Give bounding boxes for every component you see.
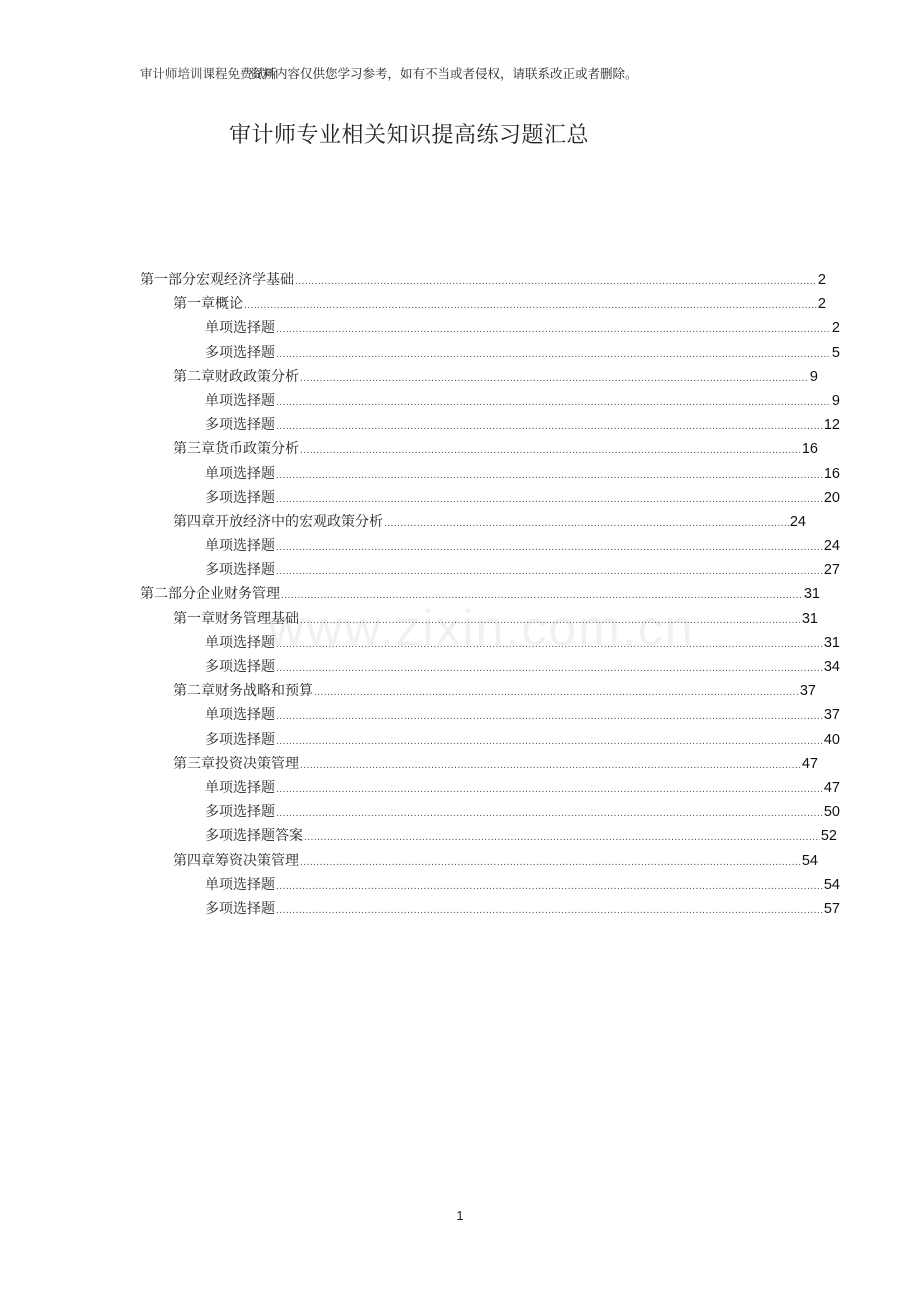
header-course-text: 审计师培训课程免费试听 bbox=[140, 66, 278, 81]
toc-entry-page: 2 bbox=[831, 320, 840, 337]
toc-entry[interactable] bbox=[205, 389, 840, 413]
toc-entry-label: 多项选择题 bbox=[205, 562, 275, 579]
toc-entry[interactable] bbox=[205, 824, 837, 848]
toc-entry[interactable] bbox=[205, 631, 840, 655]
toc-dot-leader bbox=[300, 609, 801, 633]
toc-entry-label: 第四章筹资决策管理 bbox=[173, 852, 299, 869]
toc-entry-label: 单项选择题 bbox=[205, 634, 275, 651]
toc-entry-page: 24 bbox=[789, 513, 806, 530]
toc-dot-leader bbox=[276, 778, 823, 802]
toc-entry-page: 2 bbox=[817, 272, 826, 288]
toc-entry-page: 54 bbox=[801, 852, 818, 869]
toc-dot-leader bbox=[244, 294, 817, 318]
toc-entry-label: 多项选择题 bbox=[205, 489, 275, 506]
toc-entry-label: 第二章财务战略和预算 bbox=[173, 683, 313, 700]
toc-dot-leader bbox=[384, 512, 789, 536]
toc-entry-page: 12 bbox=[823, 417, 840, 434]
toc-entry-page: 24 bbox=[823, 538, 840, 555]
toc-entry-label: 单项选择题 bbox=[205, 779, 275, 796]
toc-dot-leader bbox=[276, 415, 823, 439]
toc-entry-label: 多项选择题 bbox=[205, 417, 275, 434]
toc-dot-leader bbox=[276, 536, 823, 560]
toc-dot-leader bbox=[276, 899, 823, 923]
toc-entry-label: 多项选择题答案 bbox=[205, 828, 303, 845]
toc-entry-page: 34 bbox=[823, 659, 840, 675]
toc-entry-label: 第一章财务管理基础 bbox=[173, 610, 299, 627]
toc-entry[interactable] bbox=[205, 800, 840, 824]
toc-entry[interactable] bbox=[173, 365, 818, 389]
toc-entry-page: 27 bbox=[823, 562, 840, 579]
toc-entry-page: 16 bbox=[823, 465, 840, 482]
toc-entry-label: 多项选择题 bbox=[205, 659, 275, 675]
toc-entry[interactable] bbox=[205, 413, 840, 437]
toc-entry-label: 多项选择题 bbox=[205, 804, 275, 821]
toc-dot-leader bbox=[276, 343, 831, 367]
toc-entry-page: 47 bbox=[801, 755, 818, 772]
toc-entry-label: 多项选择题 bbox=[205, 731, 275, 748]
toc-dot-leader bbox=[276, 464, 823, 488]
table-of-contents bbox=[0, 268, 920, 921]
toc-dot-leader bbox=[276, 391, 831, 415]
toc-entry-label: 单项选择题 bbox=[205, 465, 275, 482]
toc-dot-leader bbox=[300, 367, 809, 391]
toc-entry-label: 多项选择题 bbox=[205, 344, 275, 361]
toc-dot-leader bbox=[300, 754, 801, 778]
toc-entry[interactable] bbox=[205, 316, 840, 340]
toc-entry[interactable] bbox=[173, 292, 826, 316]
toc-entry-page: 37 bbox=[823, 707, 840, 724]
toc-entry[interactable] bbox=[205, 728, 840, 752]
page-header bbox=[140, 64, 760, 84]
toc-entry[interactable] bbox=[205, 341, 840, 365]
toc-dot-leader bbox=[276, 488, 823, 512]
toc-dot-leader bbox=[276, 560, 823, 584]
toc-dot-leader bbox=[304, 826, 820, 850]
toc-entry[interactable] bbox=[205, 873, 840, 897]
toc-entry-label: 第三章货币政策分析 bbox=[173, 441, 299, 458]
toc-entry-page: 31 bbox=[801, 610, 818, 627]
toc-entry-page: 20 bbox=[823, 489, 840, 506]
toc-dot-leader bbox=[276, 875, 823, 899]
toc-entry-page: 2 bbox=[817, 296, 826, 313]
toc-entry-page: 50 bbox=[823, 804, 840, 821]
toc-entry-label: 单项选择题 bbox=[205, 707, 275, 724]
toc-entry[interactable] bbox=[173, 607, 818, 631]
toc-entry-page: 54 bbox=[823, 876, 840, 893]
toc-dot-leader bbox=[276, 802, 823, 826]
toc-entry[interactable] bbox=[173, 510, 806, 534]
toc-entry-label: 第三章投资决策管理 bbox=[173, 755, 299, 772]
toc-entry[interactable] bbox=[173, 679, 816, 703]
toc-entry-page: 31 bbox=[823, 634, 840, 651]
toc-entry-label: 多项选择题 bbox=[205, 900, 275, 917]
page-number: 1 bbox=[456, 1208, 464, 1223]
toc-entry-label: 第四章开放经济中的宏观政策分析 bbox=[173, 513, 383, 530]
toc-entry[interactable] bbox=[205, 897, 840, 921]
toc-dot-leader bbox=[276, 705, 823, 729]
toc-entry[interactable] bbox=[205, 776, 840, 800]
toc-entry[interactable] bbox=[205, 655, 840, 679]
toc-entry-label: 第一部分宏观经济学基础 bbox=[140, 272, 294, 288]
toc-entry-label: 单项选择题 bbox=[205, 320, 275, 337]
toc-dot-leader bbox=[300, 439, 801, 463]
toc-dot-leader bbox=[295, 270, 817, 294]
toc-dot-leader bbox=[314, 681, 799, 705]
toc-entry[interactable] bbox=[205, 534, 840, 558]
toc-entry[interactable] bbox=[140, 582, 820, 606]
toc-entry-page: 47 bbox=[823, 779, 840, 796]
toc-entry-page: 9 bbox=[831, 392, 840, 409]
header-notice-text: 资料内容仅供您学习参考，如有不当或者侵权，请联系改正或者删除。 bbox=[250, 66, 638, 81]
toc-entry-label: 单项选择题 bbox=[205, 876, 275, 893]
toc-entry[interactable] bbox=[140, 268, 826, 292]
toc-dot-leader bbox=[276, 633, 823, 657]
document-title: 审计师专业相关知识提高练习题汇总 bbox=[229, 123, 590, 148]
toc-entry[interactable] bbox=[205, 486, 840, 510]
toc-entry[interactable] bbox=[173, 752, 818, 776]
toc-dot-leader bbox=[276, 730, 823, 754]
toc-entry[interactable] bbox=[205, 703, 840, 727]
toc-entry-label: 单项选择题 bbox=[205, 392, 275, 409]
toc-dot-leader bbox=[276, 318, 831, 342]
toc-entry-page: 5 bbox=[831, 344, 840, 361]
watermark: www.zixin.com.cn bbox=[268, 600, 695, 656]
toc-entry-page: 37 bbox=[799, 683, 816, 700]
toc-entry-page: 16 bbox=[801, 441, 818, 458]
toc-dot-leader bbox=[276, 657, 823, 681]
toc-entry[interactable] bbox=[173, 437, 818, 461]
toc-entry-label: 第一章概论 bbox=[173, 296, 243, 313]
toc-entry-label: 第二部分企业财务管理 bbox=[140, 586, 280, 603]
toc-dot-leader bbox=[281, 584, 803, 608]
toc-entry-page: 40 bbox=[823, 731, 840, 748]
toc-entry-page: 31 bbox=[803, 586, 820, 603]
toc-entry[interactable] bbox=[205, 558, 840, 582]
toc-entry-page: 9 bbox=[809, 368, 818, 385]
toc-entry-label: 单项选择题 bbox=[205, 538, 275, 555]
toc-dot-leader bbox=[300, 851, 801, 875]
toc-entry[interactable] bbox=[205, 462, 840, 486]
toc-entry[interactable] bbox=[173, 849, 818, 873]
toc-entry-page: 57 bbox=[823, 900, 840, 917]
toc-entry-label: 第二章财政政策分析 bbox=[173, 368, 299, 385]
toc-entry-page: 52 bbox=[820, 828, 837, 845]
